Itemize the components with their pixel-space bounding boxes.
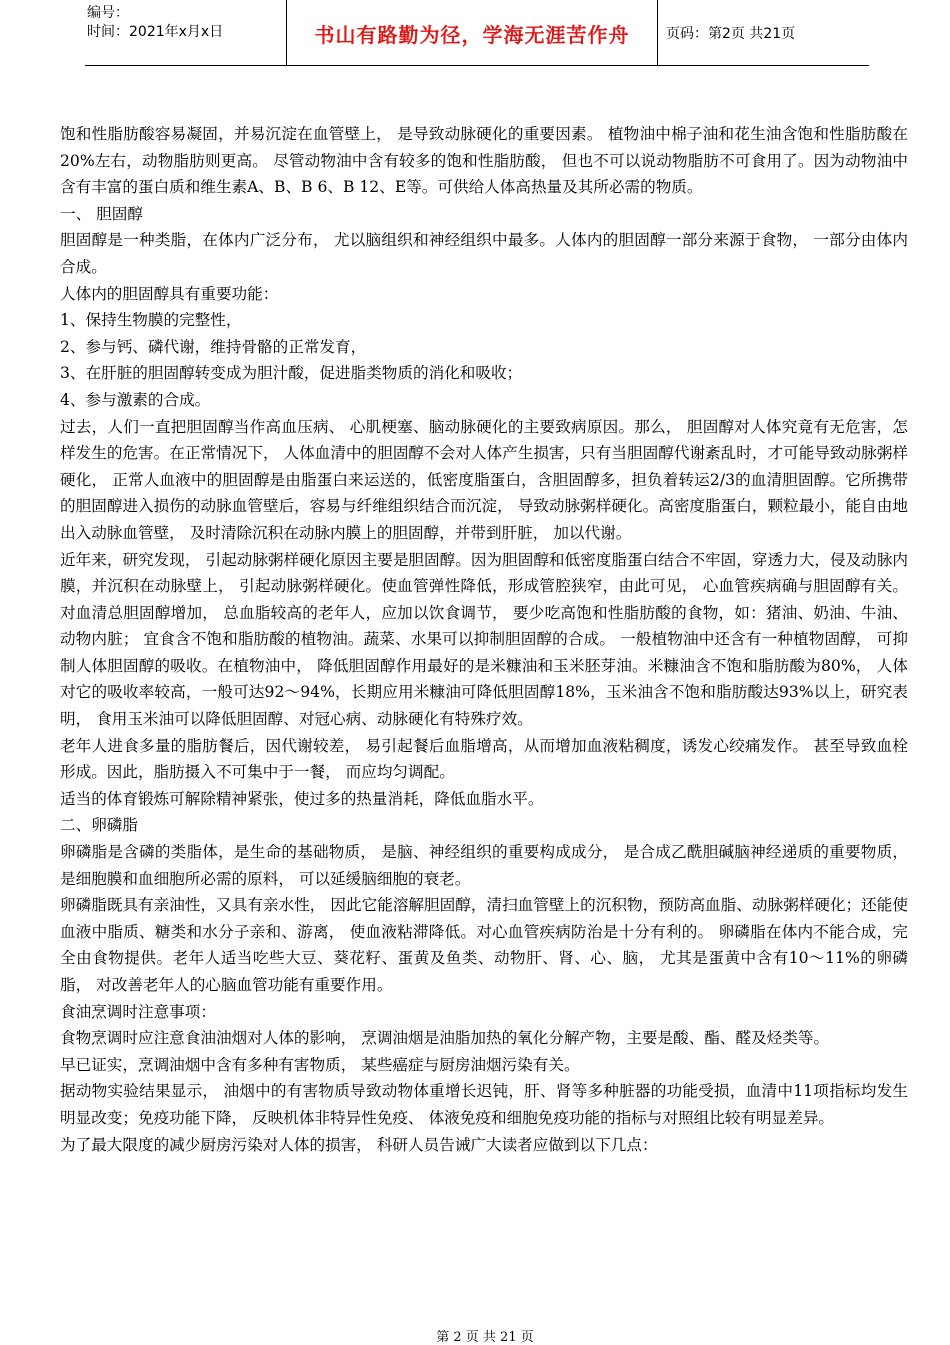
section-heading-lecithin: 二、卵磷脂: [60, 816, 138, 835]
paragraph: 早已证实，烹调油烟中含有多种有害物质， 某些癌症与厨房油烟污染有关。: [60, 1055, 580, 1074]
section-heading-cholesterol: 一、 胆固醇: [60, 204, 143, 223]
header-motto: 书山有路勤为径，学海无涯苦作舟: [286, 0, 658, 66]
paragraph: 人体内的胆固醇具有重要功能：: [60, 284, 279, 303]
list-item: 3、在肝脏的胆固醇转变成为胆汁酸，促进脂类物质的消化和吸收；: [60, 364, 523, 383]
paragraph: 饱和性脂肪酸容易凝固，并易沉淀在血管壁上， 是导致动脉硬化的重要因素。 植物油中棉子油和花生油含饱和性脂肪酸在20%左右，动物脂肪则更高。 尽管动物油中含有较多的饱和性脂肪酸， 但也不可以说动物脂肪不可食用了。因为动物油中含有丰富的蛋白质和维生素A、B、B 6、B 12、E等。可供给人体高热量及其所必需的物质。: [60, 125, 908, 197]
list-item: 1、保持生物膜的完整性，: [60, 311, 242, 330]
paragraph: 适当的体育锻炼可解除精神紧张，使过多的热量消耗，降低血脂水平。: [60, 789, 544, 808]
page-header: [85, 0, 869, 66]
header-meta: [85, 0, 286, 66]
paragraph: 食油烹调时注意事项：: [60, 1002, 216, 1021]
paragraph: 为了最大限度的减少厨房污染对人体的损害， 科研人员告诫广大读者应做到以下几点：: [60, 1135, 658, 1154]
paragraph: 据动物实验结果显示， 油烟中的有害物质导致动物体重增长迟钝，肝、肾等多种脏器的功能受损，血清中11项指标均发生明显改变；免疫功能下降， 反映机体非特异性免疫、 体液免疫和细胞免疫功能的指标与对照组比较有明显差异。: [60, 1082, 908, 1127]
paragraph: 卵磷脂既具有亲油性，又具有亲水性， 因此它能溶解胆固醇，清扫血管壁上的沉积物，预防高血脂、动脉粥样硬化；还能使血液中脂质、糖类和水分子亲和、游离， 使血液粘滞降低。对心血管疾病防治是十分有利的。 卵磷脂在体内不能合成，完全由食物提供。老年人适当吃些大豆、葵花籽、蛋黄及鱼类、动物肝、肾、心、脑， 尤其是蛋黄中含有10～11%的卵磷脂， 对改善老年人的心脑血管功能有重要作用。: [60, 896, 908, 994]
paragraph: 老年人进食多量的脂肪餐后，因代谢较差， 易引起餐后血脂增高，从而增加血液粘稠度，诱发心绞痛发作。 甚至导致血栓形成。因此，脂肪摄入不可集中于一餐， 而应均匀调配。: [60, 736, 908, 782]
header-page-label: 页码：第2页 共21页: [666, 26, 796, 42]
document-date-label: 时间：2021年x月x日: [87, 24, 224, 40]
paragraph: 食物烹调时应注意食油油烟对人体的影响， 烹调油烟是油脂加热的氧化分解产物，主要是酸、酯、醛及烃类等。: [60, 1029, 830, 1048]
paragraph: 胆固醇是一种类脂，在体内广泛分布， 尤以脑组织和神经组织中最多。人体内的胆固醇一部分来源于食物， 一部分由体内合成。: [60, 231, 908, 276]
list-item: 4、参与激素的合成。: [60, 390, 211, 409]
document-number-label: 编号：: [87, 5, 129, 21]
list-item: 2、参与钙、磷代谢，维持骨骼的正常发育，: [60, 337, 367, 356]
paragraph: 过去，人们一直把胆固醇当作高血压病、 心肌梗塞、脑动脉硬化的主要致病原因。那么， 胆固醇对人体究竟有无危害，怎样发生的危害。在正常情况下， 人体血清中的胆固醇不会对人体产生损害，只有当胆固醇代谢紊乱时，才可能导致动脉粥样硬化， 正常人血液中的胆固醇是由脂蛋白来运送的，低密度脂蛋白，含胆固醇多，担负着转运2/3的血清胆固醇。它所携带的胆固醇进入损伤的动脉血管壁后，容易与纤维组织结合而沉淀， 导致动脉粥样硬化。高密度脂蛋白，颗粒最小，能自由地出入动脉血管壁， 及时清除沉积在动脉内膜上的胆固醇，并带到肝脏， 加以代谢。: [60, 417, 908, 542]
page-footer: 第 2 页 共 21 页: [436, 1330, 534, 1345]
paragraph: 近年来，研究发现， 引起动脉粥样硬化原因主要是胆固醇。因为胆固醇和低密度脂蛋白结合不牢固，穿透力大，侵及动脉内膜，并沉积在动脉壁上， 引起动脉粥样硬化。使血管弹性降低，形成管腔狭窄，由此可见， 心血管疾病确与胆固醇有关。对血清总胆固醇增加， 总血脂较高的老年人，应加以饮食调节， 要少吃高饱和性脂肪酸的食物，如：猪油、奶油、牛油、动物内脏； 宜食含不饱和脂肪酸的植物油。蔬菜、水果可以抑制胆固醇的合成。 一般植物油中还含有一种植物固醇， 可抑制人体胆固醇的吸收。在植物油中， 降低胆固醇作用最好的是米糠油和玉米胚芽油。米糠油含不饱和脂肪酸为80%， 人体对它的吸收率较高，一般可达92～94%，长期应用米糠油可降低胆固醇18%，玉米油含不饱和脂肪酸达93%以上，研究表明， 食用玉米油可以降低胆固醇、对冠心病、动脉硬化有特殊疗效。: [60, 550, 908, 729]
paragraph: 卵磷脂是含磷的类脂体，是生命的基础物质， 是脑、神经组织的重要构成成分， 是合成乙酰胆碱脑神经递质的重要物质，是细胞膜和血细胞所必需的原料， 可以延缓脑细胞的衰老。: [60, 843, 908, 888]
document-body: [60, 121, 908, 1158]
